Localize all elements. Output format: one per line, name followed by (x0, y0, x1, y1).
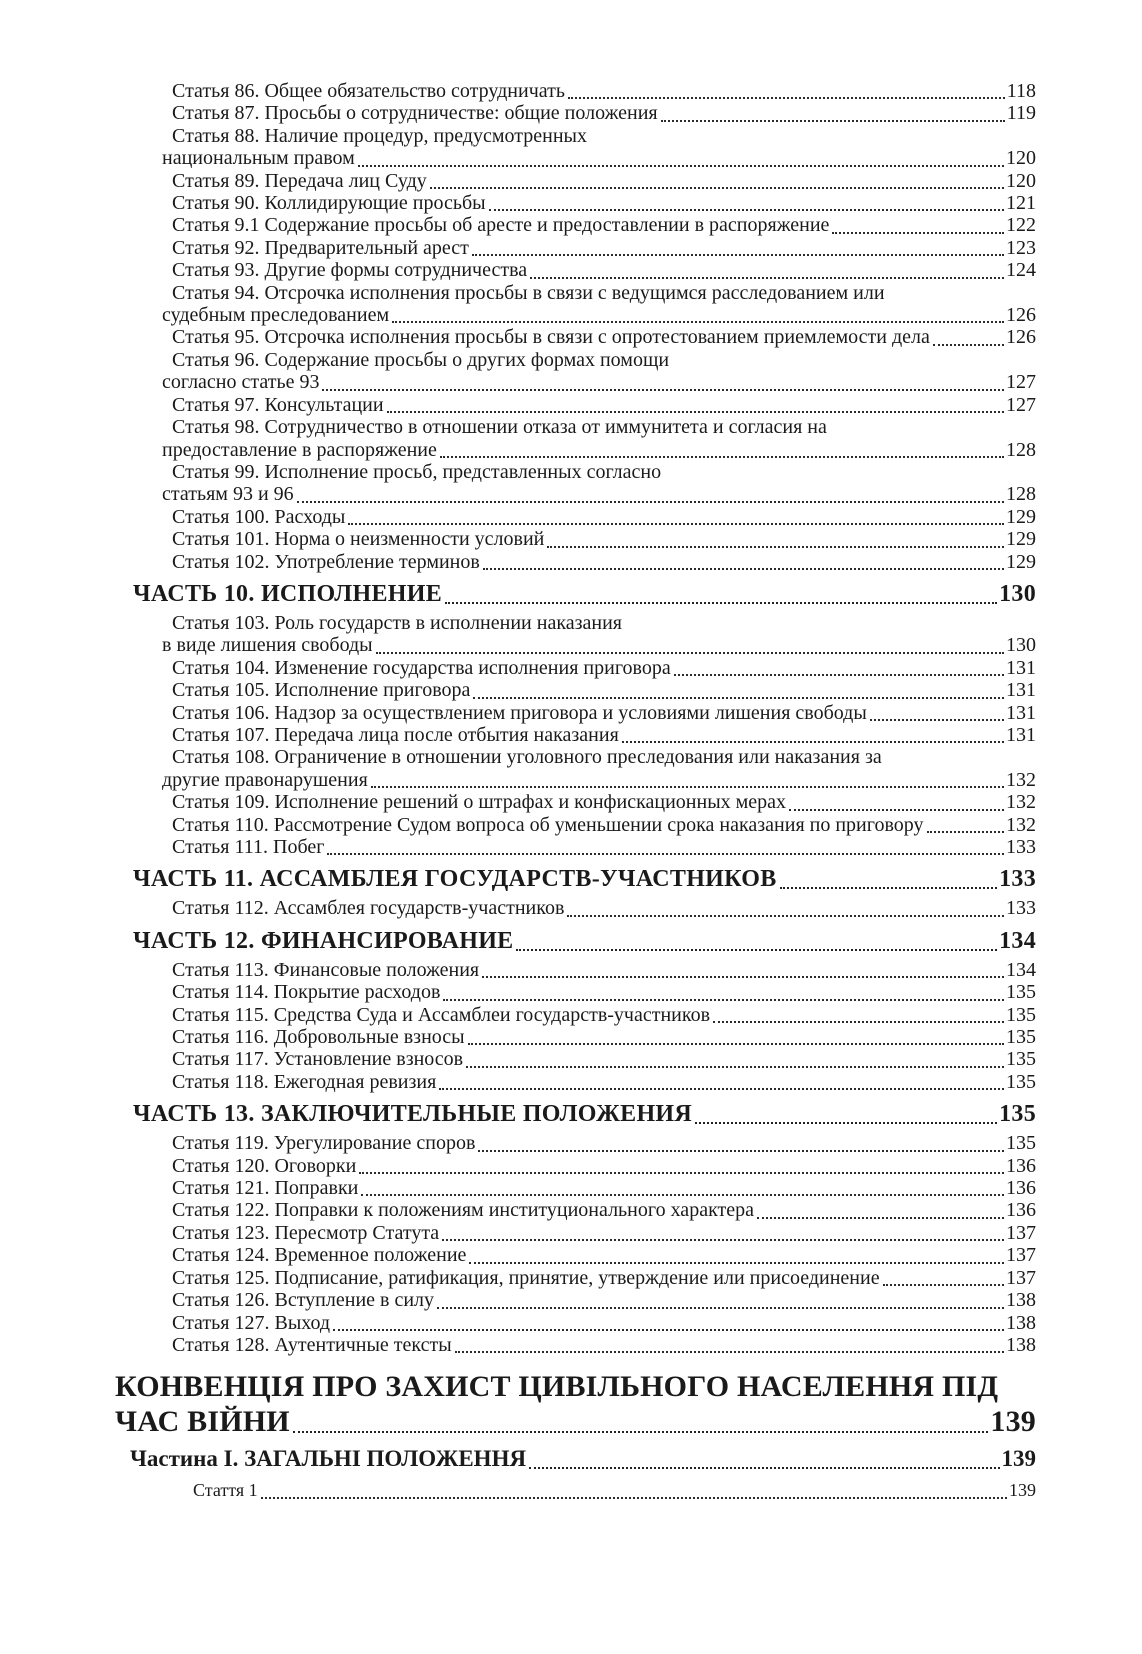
toc-row (115, 125, 1036, 147)
dot-leader (568, 97, 1005, 99)
toc-row-text: Статья 122. Поправки к положениям институционального характера (172, 1199, 755, 1222)
page-number: 134 (1006, 958, 1036, 981)
toc-row (115, 170, 1036, 192)
page-number: 136 (1006, 1154, 1036, 1177)
toc-row-text: Статья 110. Рассмотрение Судом вопроса об уменьшении срока наказания по приговору (172, 813, 924, 836)
page-number: 120 (1006, 147, 1036, 170)
dot-leader (359, 1172, 1004, 1174)
page-number: 129 (1006, 550, 1036, 573)
dot-leader (870, 719, 1004, 721)
toc-row (115, 80, 1036, 102)
toc-row-text: предоставление в распоряжение (162, 438, 437, 461)
toc-row (115, 1177, 1036, 1199)
page-number: 130 (999, 580, 1036, 607)
dot-leader (442, 1239, 1004, 1241)
toc-row-text: Статья 104. Изменение государства исполнения приговора (172, 656, 671, 679)
toc-row (115, 1478, 1036, 1502)
toc-row (115, 1369, 1036, 1404)
toc-row (115, 461, 1036, 483)
dot-leader (472, 254, 1004, 256)
toc-row-text: национальным правом (162, 147, 355, 170)
toc-row-text: ЧАСТЬ 10. ИСПОЛНЕНИЕ (133, 580, 442, 607)
page-number: 138 (1006, 1289, 1036, 1312)
page-number: 127 (1006, 393, 1036, 416)
dot-leader (516, 949, 997, 951)
dot-leader (261, 1497, 1007, 1499)
dot-leader (530, 277, 1004, 279)
toc-row (115, 237, 1036, 259)
toc-row (115, 791, 1036, 813)
toc-row (115, 192, 1036, 214)
page-number: 131 (1006, 701, 1036, 724)
toc-row-text: Статья 116. Добровольные взносы (172, 1026, 465, 1049)
page-number: 135 (1006, 1132, 1036, 1155)
page-number: 128 (1006, 438, 1036, 461)
toc-row (115, 702, 1036, 724)
toc-row-text: ЧАСТЬ 12. ФИНАНСИРОВАНИЕ (133, 927, 514, 954)
toc-row-text: ЧАСТЬ 13. ЗАКЛЮЧИТЕЛЬНЫЕ ПОЛОЖЕНИЯ (133, 1101, 693, 1128)
toc-row (115, 959, 1036, 981)
toc-row (115, 926, 1036, 956)
dot-leader (392, 321, 1004, 323)
page-number: 133 (1006, 836, 1036, 858)
toc-row (115, 214, 1036, 236)
dot-leader (478, 1150, 1004, 1152)
dot-leader (483, 568, 1004, 570)
toc-row-text: Статья 89. Передача лиц Суду (172, 169, 427, 192)
dot-leader (529, 1467, 999, 1469)
page-number: 131 (1006, 656, 1036, 679)
dot-leader (430, 187, 1004, 189)
toc-row-text: ЧАСТЬ 11. АССАМБЛЕЯ ГОСУДАРСТВ-УЧАСТНИКОВ (133, 866, 777, 893)
toc-row-text: согласно статье 93 (162, 371, 320, 394)
toc-row (115, 1132, 1036, 1154)
toc-row-text: Статья 107. Передача лица после отбытия наказания (172, 723, 619, 746)
toc-row (115, 1026, 1036, 1048)
toc-row (115, 1444, 1036, 1474)
dot-leader (387, 411, 1004, 413)
dot-leader (361, 1194, 1004, 1196)
page-number: 135 (1006, 981, 1036, 1004)
page-number: 139 (1009, 1480, 1036, 1501)
dot-leader (293, 1431, 989, 1433)
toc-row (115, 814, 1036, 836)
dot-leader (547, 546, 1004, 548)
toc-row (115, 439, 1036, 461)
dot-leader (333, 1329, 1004, 1331)
toc-row-text: Статья 118. Ежегодная ревизия (172, 1070, 437, 1093)
toc-row-text: Статья 128. Аутентичные тексты (172, 1333, 452, 1356)
dot-leader (661, 120, 1005, 122)
toc-row-text: Статья 92. Предварительный арест (172, 236, 469, 259)
dot-leader (445, 602, 997, 604)
dot-leader (376, 652, 1004, 654)
toc-row-text: Статья 108. Ограничение в отношении уголовного преследования или наказания за (172, 746, 882, 769)
toc-row-text: другие правонарушения (162, 768, 368, 791)
toc-row-text: Статья 115. Средства Суда и Ассамблеи государств-участников (172, 1003, 711, 1026)
page-number: 132 (1006, 791, 1036, 814)
toc-row-text: Статья 127. Выход (172, 1311, 331, 1334)
toc-row-text: ЧАС ВІЙНИ (115, 1405, 290, 1439)
page-number: 137 (1006, 1266, 1036, 1289)
toc-row-text: Статья 125. Подписание, ратификация, принятие, утверждение или присоединение (172, 1266, 880, 1289)
toc-row (115, 506, 1036, 528)
page-number: 133 (999, 866, 1036, 893)
page-number: 123 (1006, 236, 1036, 259)
toc-row (115, 746, 1036, 768)
toc-row (115, 1267, 1036, 1289)
toc-row (115, 304, 1036, 326)
page-number: 135 (1006, 1026, 1036, 1049)
page-number: 138 (1006, 1333, 1036, 1356)
toc-row (115, 1155, 1036, 1177)
page-number: 120 (1006, 169, 1036, 192)
toc-row-text: Статья 87. Просьбы о сотрудничестве: общие положения (172, 102, 658, 125)
dot-leader (622, 741, 1004, 743)
toc-row (115, 679, 1036, 701)
page-number: 118 (1006, 80, 1036, 102)
toc-row-text: Статья 124. Временное положение (172, 1244, 467, 1267)
page-number: 135 (1006, 1003, 1036, 1026)
toc-row-text: Статья 120. Оговорки (172, 1154, 357, 1177)
toc-row (115, 1404, 1036, 1439)
toc-row-text: Статья 100. Расходы (172, 505, 346, 528)
toc-row-text: Частина І. ЗАГАЛЬНІ ПОЛОЖЕННЯ (130, 1446, 527, 1472)
page-number: 122 (1006, 214, 1036, 237)
page-number: 136 (1006, 1199, 1036, 1222)
dot-leader (567, 915, 1004, 917)
page-number: 126 (1006, 326, 1036, 349)
dot-leader (757, 1217, 1004, 1219)
dot-leader (348, 523, 1004, 525)
toc-row-text: Статья 106. Надзор за осуществлением приговора и условиями лишения свободы (172, 701, 867, 724)
toc-row (115, 769, 1036, 791)
page-number: 132 (1006, 768, 1036, 791)
dot-leader (789, 809, 1004, 811)
toc-row-text: Статья 112. Ассамблея государств-участников (172, 897, 565, 920)
toc-row-text: Статья 114. Покрытие расходов (172, 981, 441, 1004)
toc-row-text: Статья 121. Поправки (172, 1177, 359, 1200)
toc-row-text: Статья 101. Норма о неизменности условий (172, 528, 545, 551)
toc-list (115, 80, 1036, 1502)
dot-leader (695, 1122, 997, 1124)
toc-row-text: Статья 111. Побег (172, 836, 325, 858)
toc-row (115, 1048, 1036, 1070)
page-number: 128 (1006, 483, 1036, 506)
dot-leader (927, 831, 1004, 833)
page-number: 137 (1006, 1221, 1036, 1244)
page-number: 127 (1006, 371, 1036, 394)
toc-row-text: Статья 99. Исполнение просьб, представленных согласно (172, 460, 662, 483)
page-number: 135 (1006, 1048, 1036, 1071)
dot-leader (473, 697, 1004, 699)
toc-row (115, 416, 1036, 438)
page-number: 121 (1006, 192, 1036, 215)
toc-row (115, 349, 1036, 371)
page-number: 119 (1006, 102, 1036, 125)
toc-row-text: Статья 102. Употребление терминов (172, 550, 480, 573)
page-number: 139 (1001, 1446, 1036, 1472)
page-number: 136 (1006, 1177, 1036, 1200)
dot-leader (439, 1088, 1004, 1090)
dot-leader (482, 976, 1004, 978)
dot-leader (469, 1262, 1004, 1264)
toc-row-text: Статья 113. Финансовые положения (172, 958, 480, 981)
toc-row-text: Статья 93. Другие формы сотрудничества (172, 259, 528, 282)
dot-leader (443, 999, 1004, 1001)
dot-leader (327, 853, 1004, 855)
page-number: 132 (1006, 813, 1036, 836)
dot-leader (466, 1066, 1004, 1068)
toc-row-text: судебным преследованием (162, 304, 390, 327)
toc-row (115, 1071, 1036, 1093)
toc-row-text: Стаття 1 (193, 1480, 258, 1501)
toc-row-text: Статья 94. Отсрочка исполнения просьбы в связи с ведущимся расследованием или (172, 281, 885, 304)
toc-row (115, 1004, 1036, 1026)
toc-row (115, 897, 1036, 919)
dot-leader (455, 1351, 1004, 1353)
toc-row-text: в виде лишения свободы (162, 634, 373, 657)
toc-row (115, 1244, 1036, 1266)
toc-row (115, 1099, 1036, 1129)
page-number: 131 (1006, 679, 1036, 702)
dot-leader (371, 786, 1004, 788)
toc-row-text: Статья 90. Коллидирующие просьбы (172, 192, 486, 215)
page-number: 131 (1006, 723, 1036, 746)
toc-row-text: статьям 93 и 96 (162, 483, 294, 506)
page-number: 134 (999, 927, 1036, 954)
toc-row (115, 394, 1036, 416)
dot-leader (489, 209, 1004, 211)
toc-row-text: Статья 96. Содержание просьбы о других формах помощи (172, 348, 670, 371)
toc-row (115, 102, 1036, 124)
toc-row (115, 371, 1036, 393)
page-number: 139 (990, 1405, 1036, 1439)
dot-leader (297, 501, 1004, 503)
toc-row-text: Статья 9.1 Содержание просьбы об аресте и предоставлении в распоряжение (172, 214, 830, 237)
dot-leader (713, 1021, 1004, 1023)
toc-row (115, 634, 1036, 656)
toc-row (115, 259, 1036, 281)
toc-row-text: Статья 119. Урегулирование споров (172, 1132, 476, 1155)
page-number: 130 (1006, 634, 1036, 657)
dot-leader (674, 674, 1004, 676)
toc-row-text: Статья 98. Сотрудничество в отношении отказа от иммунитета и согласия на (172, 416, 827, 439)
toc-row-text: Статья 88. Наличие процедур, предусмотренных (172, 124, 587, 147)
toc-row-text: КОНВЕНЦІЯ ПРО ЗАХИСТ ЦИВІЛЬНОГО НАСЕЛЕННЯ ПІД (115, 1370, 999, 1404)
toc-row (115, 528, 1036, 550)
dot-leader (358, 165, 1004, 167)
toc-row-text: Статья 86. Общее обязательство сотрудничать (172, 80, 565, 102)
dot-leader (440, 456, 1004, 458)
toc-row (115, 579, 1036, 609)
toc-row (115, 612, 1036, 634)
dot-leader (322, 389, 1004, 391)
toc-row (115, 551, 1036, 573)
dot-leader (883, 1284, 1004, 1286)
toc-row (115, 1199, 1036, 1221)
toc-row-text: Статья 95. Отсрочка исполнения просьбы в связи с опротестованием приемлемости дела (172, 326, 930, 349)
page-number: 129 (1006, 528, 1036, 551)
page-number: 138 (1006, 1311, 1036, 1334)
toc-row (115, 282, 1036, 304)
toc-row-text: Статья 97. Консультации (172, 393, 384, 416)
dot-leader (437, 1307, 1004, 1309)
toc-row (115, 981, 1036, 1003)
page-number: 135 (999, 1101, 1036, 1128)
toc-row-text: Статья 103. Роль государств в исполнении наказания (172, 611, 622, 634)
dot-leader (780, 887, 998, 889)
toc-row-text: Статья 126. Вступление в силу (172, 1289, 435, 1312)
toc-row (115, 836, 1036, 858)
page-number: 137 (1006, 1244, 1036, 1267)
toc-row (115, 1289, 1036, 1311)
toc-row-text: Статья 117. Установление взносов (172, 1048, 464, 1071)
dot-leader (832, 232, 1004, 234)
toc-row (115, 657, 1036, 679)
toc-row (115, 1312, 1036, 1334)
toc-row-text: Статья 123. Пересмотр Статута (172, 1221, 440, 1244)
toc-row (115, 724, 1036, 746)
page-number: 129 (1006, 505, 1036, 528)
toc-row (115, 326, 1036, 348)
toc-row (115, 147, 1036, 169)
toc-row-text: Статья 105. Исполнение приговора (172, 679, 471, 702)
page-number: 133 (1006, 897, 1036, 920)
page-number: 126 (1006, 304, 1036, 327)
toc-row (115, 1334, 1036, 1356)
toc-row (115, 1222, 1036, 1244)
toc-row (115, 483, 1036, 505)
toc-row-text: Статья 109. Исполнение решений о штрафах и конфискационных мерах (172, 791, 787, 814)
toc-row (115, 864, 1036, 894)
page-number: 135 (1006, 1070, 1036, 1093)
dot-leader (933, 344, 1004, 346)
page-number: 124 (1006, 259, 1036, 282)
dot-leader (468, 1043, 1004, 1045)
